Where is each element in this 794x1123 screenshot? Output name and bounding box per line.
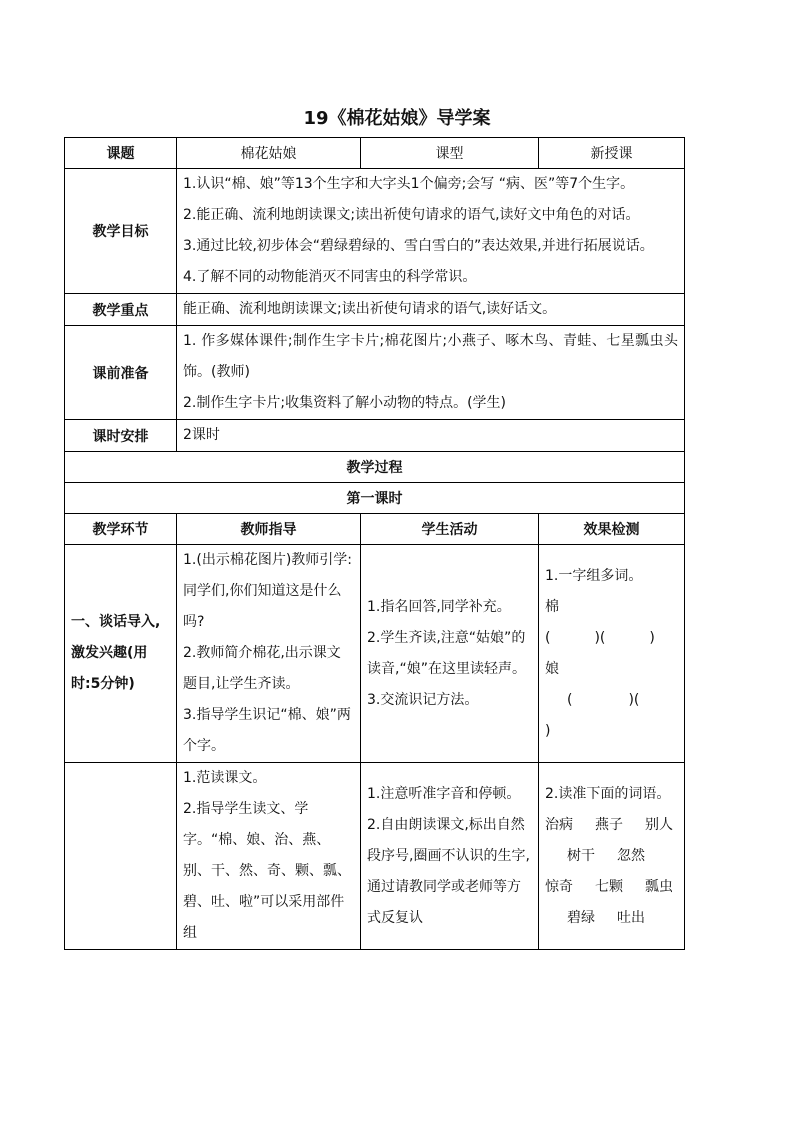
blank-mid: )( [628,691,640,708]
column-student: 学生活动 [361,514,539,545]
goals-label: 教学目标 [65,169,177,294]
process-title-row [65,452,685,483]
word: 树干 [567,847,595,864]
goal-item: 4.了解不同的动物能消灭不同害虫的科学常识。 [183,269,477,285]
word: 七颗 [595,878,623,895]
goal-item: 3.通过比较,初步体会“碧绿碧绿的、雪白雪白的”表达效果,并进行拓展说话。 [183,238,654,254]
word: 惊奇 [545,878,573,895]
blank-open: ( [545,629,551,646]
student-step: 1.指名回答,同学补充。 [367,598,511,615]
lesson-plan-table [64,137,685,950]
goal-item: 2.能正确、流利地朗读课文;读出祈使句请求的语气,读好文中角色的对话。 [183,207,640,223]
student-step: 3.交流识记方法。 [367,691,479,708]
check-char: 娘 [545,660,559,677]
blank-mid: )( [594,629,606,646]
word: 吐出 [617,909,645,926]
topic-label: 课题 [65,138,177,169]
columns-row [65,514,685,545]
topic-value: 棉花姑娘 [177,138,361,169]
schedule-label: 课时安排 [65,420,177,452]
check-char: 棉 [545,598,559,615]
check-cell [539,545,685,763]
word: 别人 [645,816,673,833]
focus-label: 教学重点 [65,294,177,326]
prep-row [65,326,685,420]
blank-close-line: ) [545,722,551,739]
prep-item: 1. 作多媒体课件;制作生字卡片;棉花图片;小燕子、啄木鸟、青蛙、七星瓢虫头饰。(教师) [183,333,678,380]
check-cell [539,763,685,950]
teacher-step: 2.教师简介棉花,出示课文题目,让学生齐读。 [183,645,341,692]
prep-label: 课前准备 [65,326,177,420]
check-intro: 2.读准下面的词语。 [545,785,671,802]
teacher-step: 1.范读课文。 [183,770,267,786]
student-cell [361,763,539,950]
goals-content [177,169,685,294]
column-stage: 教学环节 [65,514,177,545]
period-title-row [65,483,685,514]
stage-cell [65,763,177,950]
column-teacher: 教师指导 [177,514,361,545]
student-step: 1.注意听准字音和停顿。 [367,785,521,802]
table-row [65,545,685,763]
process-title: 教学过程 [65,452,685,483]
column-check: 效果检测 [539,514,685,545]
teacher-step: 1.(出示棉花图片)教师引学:同学们,你们知道这是什么吗? [183,552,352,630]
blank-line [545,623,678,654]
student-cell [361,545,539,763]
teacher-step: 2.指导学生读文、学字。“棉、娘、治、燕、别、干、然、奇、颗、瓢、碧、吐、啦”可以采用部件组 [183,801,351,941]
schedule-value: 2课时 [177,420,685,452]
word-list [545,817,673,926]
word: 碧绿 [567,909,595,926]
teacher-cell [177,763,361,950]
student-step: 2.学生齐读,注意“姑娘”的读音,“娘”在这里读轻声。 [367,629,526,677]
type-label: 课型 [361,138,539,169]
student-step: 2.自由朗读课文,标出自然段序号,圈画不认识的生字,通过请教同学或老师等方式反复认 [367,816,530,926]
prep-item: 2.制作生字卡片;收集资料了解小动物的特点。(学生) [183,395,506,411]
table-row [65,763,685,950]
goal-item: 1.认识“棉、娘”等13个生字和大字头1个偏旁;会写 “病、医”等7个生字。 [183,176,635,192]
goals-row [65,169,685,294]
word: 治病 [545,816,573,833]
type-value: 新授课 [539,138,685,169]
page-title: 19《棉花姑娘》导学案 [303,108,491,129]
focus-row [65,294,685,326]
word: 忽然 [617,847,645,864]
teacher-step: 3.指导学生识记“棉、娘”两个字。 [183,707,351,754]
focus-value: 能正确、流利地朗读课文;读出祈使句请求的语气,读好话文。 [177,294,685,326]
word: 瓢虫 [645,878,673,895]
word: 燕子 [595,816,623,833]
schedule-row [65,420,685,452]
prep-content [177,326,685,420]
check-intro: 1.一字组多词。 [545,567,643,584]
period-title: 第一课时 [65,483,685,514]
blank-line [545,685,678,716]
header-row [65,138,685,169]
teacher-cell [177,545,361,763]
blank-close: ) [649,629,655,646]
stage-cell: 一、谈话导入,激发兴趣(用时:5分钟) [65,545,177,763]
blank-open: ( [567,691,573,708]
